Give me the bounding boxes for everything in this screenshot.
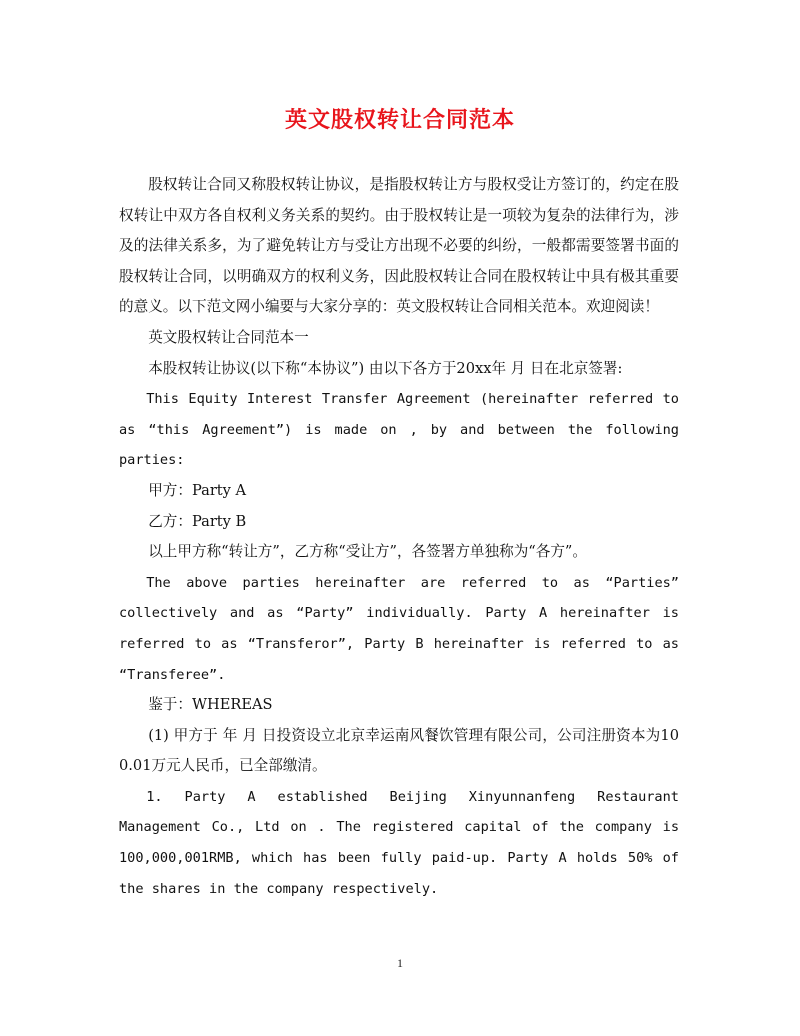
parties-definition-cn: 以上甲方称“转让方”，乙方称“受让方”，各签署方单独称为“各方”。	[148, 543, 587, 561]
agreement-preamble-cn: 本股权转让协议(以下称“本协议”) 由以下各方于20xx年 月 日在北京签署:	[148, 359, 623, 377]
whereas-heading: 鉴于：WHEREAS	[148, 696, 273, 714]
intro-paragraph: 股权转让合同又称股权转让协议，是指股权转让方与股权受让方签订的，约定在股权转让中双方各自权利义务关系的契约。由于股权转让是一项较为复杂的法律行为，涉及的法律关系多，为了避免转让方与受让方出现不必要的纠纷，一般都需要签署书面的股权转让合同，以明确双方的权利义务，因此股权转让合同在股权转让中具有极其重要的意义。以下范文网小编要与大家分享的：英文股权转让合同相关范本。欢迎阅读！	[119, 176, 679, 316]
party-b-line: 乙方：Party B	[148, 512, 247, 530]
party-a-line: 甲方：Party A	[148, 481, 247, 499]
parties-definition-en: The above parties hereinafter are referred to as “Parties” collectively and as “Party” individually. Party A hereinafter is referred to as “Transferor”, Party B hereinafter is referred to as “Transferee”.	[119, 574, 679, 683]
agreement-preamble-en: This Equity Interest Transfer Agreement (hereinafter referred to as “this Agreement”) is made on , by and between the following parties:	[119, 391, 679, 469]
section-heading: 英文股权转让合同范本一	[148, 328, 309, 346]
recital-1-en: 1. Party A established Beijing Xinyunnanfeng Restaurant Management Co., Ltd on . The registered capital of the company is 100,000,001RMB, which has been fully paid-up. Party A holds 50% of the shares in the company respectively.	[119, 788, 679, 897]
document-body	[119, 170, 679, 904]
document-title: 英文股权转让合同范本	[284, 107, 515, 133]
recital-1-cn: (1) 甲方于 年 月 日投资设立北京幸运南风餐饮管理有限公司，公司注册资本为100.01万元人民币，已全部缴清。	[119, 726, 679, 775]
page-number: 1	[397, 956, 403, 970]
